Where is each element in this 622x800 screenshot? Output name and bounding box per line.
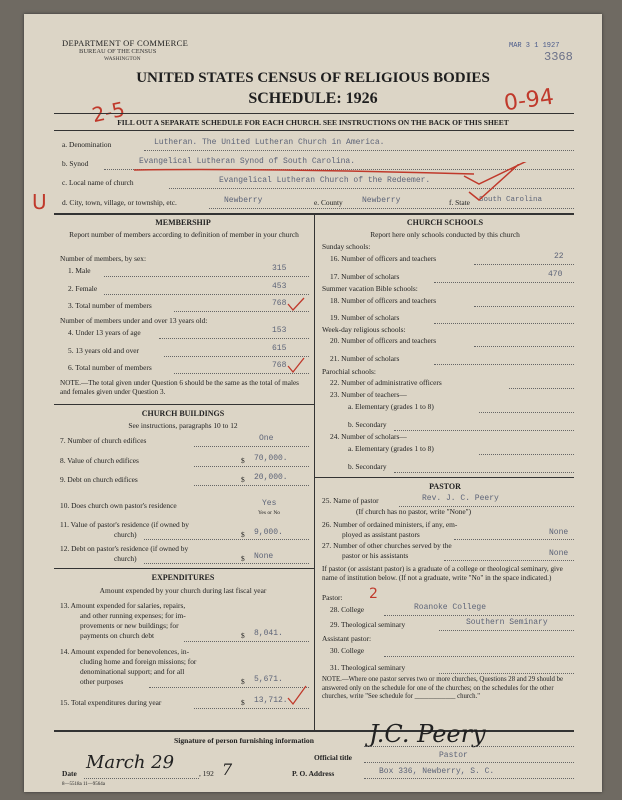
q25-value: Rev. J. C. Peery <box>422 494 499 503</box>
q14-value: 5,671. <box>254 675 283 684</box>
dotted-line <box>474 306 574 307</box>
under13-value: 153 <box>272 326 287 335</box>
dotted-line <box>479 454 574 455</box>
q24a-label: a. Elementary (grades 1 to 8) <box>348 444 434 453</box>
over13-label: 5. 13 years old and over <box>68 346 140 355</box>
dotted-line <box>144 563 309 564</box>
edifices-value: One <box>259 434 274 443</box>
synod-value: Evangelical Lutheran Synod of South Carolina. <box>139 157 356 166</box>
synod-label: b. Synod <box>62 159 89 168</box>
over13-value: 615 <box>272 344 287 353</box>
date-value: March 29 <box>86 752 175 773</box>
red-check-marks <box>286 294 316 384</box>
weekday-schools-label: Week-day religious schools: <box>322 325 406 334</box>
residence-label: 10. Does church own pastor's residence <box>60 501 177 510</box>
dotted-line <box>184 641 309 642</box>
q24b-label: b. Secondary <box>348 462 387 471</box>
schools-heading: CHURCH SCHOOLS <box>406 218 484 227</box>
divider <box>314 477 574 478</box>
buildings-heading: CHURCH BUILDINGS <box>141 409 225 418</box>
dotted-line <box>384 615 574 616</box>
q26-line-1: 26. Number of ordained ministers, if any, em- <box>322 520 458 529</box>
q14-line-3: denominational support; and for all <box>80 667 185 676</box>
dollar-sign: $ <box>241 554 245 563</box>
census-schedule-page <box>24 14 602 792</box>
divider <box>54 130 574 131</box>
divider <box>54 404 314 405</box>
dotted-line <box>104 294 309 295</box>
instructions-line: FILL OUT A SEPARATE SCHEDULE FOR EACH CHURCH. SEE INSTRUCTIONS ON THE BACK OF THIS SHEET <box>117 118 509 127</box>
yes-no-hint: Yes or No <box>258 510 281 516</box>
graduate-note: If pastor (or assistant pastor) is a graduate of a college or theological seminary, give name of institution below. (If not a graduate, write "No" in the space indicated.) <box>322 565 563 582</box>
annotation-pastor: 2 <box>369 586 378 602</box>
q28-value: Roanoke College <box>414 603 487 612</box>
q17-value: 470 <box>548 270 563 279</box>
dotted-line <box>479 412 574 413</box>
dotted-line <box>394 472 574 473</box>
q14-line-2: cluding home and foreign missions; for <box>80 657 197 666</box>
dotted-line <box>434 364 574 365</box>
male-label: 1. Male <box>68 266 91 275</box>
q26-value: None <box>549 528 569 537</box>
q23a-label: a. Elementary (grades 1 to 8) <box>348 402 434 411</box>
q27-line-1: 27. Number of other churches served by the <box>322 541 452 550</box>
annotation-top-left: 2-5 <box>89 96 127 128</box>
q14-line-4: other purposes <box>80 677 124 686</box>
divider <box>54 568 314 569</box>
residence-value-label-1: 11. Value of pastor's residence (if owned by <box>60 520 189 529</box>
county-value: Newberry <box>362 196 401 205</box>
under13-label: 4. Under 13 years of age <box>68 328 141 337</box>
q30-label: 30. College <box>330 646 365 655</box>
dotted-line <box>149 687 309 688</box>
female-value: 453 <box>272 282 287 291</box>
bureau-heading: BUREAU OF THE CENSUS <box>79 48 157 55</box>
dotted-line <box>364 762 574 763</box>
q17-label: 17. Number of scholars <box>330 272 400 281</box>
q13-line-2: and other running expenses; for im- <box>80 611 186 620</box>
q16-label: 16. Number of officers and teachers <box>330 254 437 263</box>
q29-label: 29. Theological seminary <box>330 620 406 629</box>
q13-line-4: payments on church debt <box>80 631 155 640</box>
dotted-line <box>509 388 574 389</box>
total-members-label: 3. Total number of members <box>68 301 152 310</box>
dollar-sign: $ <box>241 530 245 539</box>
dotted-line <box>439 630 574 631</box>
official-title-value: Pastor <box>439 751 468 760</box>
total-members-value: 768 <box>272 299 287 308</box>
by-sex-label: Number of members, by sex: <box>60 254 146 263</box>
q23-label: 23. Number of teachers— <box>330 390 407 399</box>
residence-value-label-2: church) <box>114 530 137 539</box>
membership-heading: MEMBERSHIP <box>155 218 211 227</box>
city-value: Newberry <box>224 196 263 205</box>
dollar-sign: $ <box>241 677 245 686</box>
dotted-line <box>104 276 309 277</box>
stamp-number: 3368 <box>544 50 573 64</box>
dollar-sign: $ <box>241 631 245 640</box>
po-address-label: P. O. Address <box>292 769 335 778</box>
dotted-line <box>144 150 574 151</box>
membership-note: NOTE.—The total given under Question 6 should be the same as the total of males and females given under Question 3. <box>60 379 299 396</box>
total-members-2-label: 6. Total number of members <box>68 363 152 372</box>
dotted-line <box>364 746 574 747</box>
dotted-line <box>209 208 574 209</box>
denomination-value: Lutheran. The United Lutheran Church in America. <box>154 138 385 147</box>
q13-line-3: provements or new buildings; for <box>80 621 179 630</box>
expenditures-intro: Amount expended by your church during last fiscal year <box>99 586 267 595</box>
city-heading: WASHINGTON <box>104 56 141 62</box>
age-label: Number of members under and over 13 years old: <box>60 316 208 325</box>
expenditures-heading: EXPENDITURES <box>151 573 215 582</box>
state-value: South Carolina <box>479 196 543 204</box>
q15-label: 15. Total expenditures during year <box>60 698 162 707</box>
schools-intro: Report here only schools conducted by this church <box>370 230 520 239</box>
dotted-line <box>194 466 309 467</box>
annotation-top-right: 0-94 <box>502 84 556 117</box>
year-digit: 7 <box>222 760 233 779</box>
dollar-sign: $ <box>241 698 245 707</box>
dotted-line <box>474 346 574 347</box>
page-title: UNITED STATES CENSUS OF RELIGIOUS BODIES <box>136 70 490 86</box>
red-check-mark <box>464 164 524 204</box>
dotted-line <box>434 323 574 324</box>
edifices-label: 7. Number of church edifices <box>60 436 147 445</box>
q24-label: 24. Number of scholars— <box>330 432 407 441</box>
city-label: d. City, town, village, or township, etc. <box>62 198 177 207</box>
q27-value: None <box>549 549 569 558</box>
q31-label: 31. Theological seminary <box>330 663 406 672</box>
dotted-line <box>194 485 309 486</box>
q16-value: 22 <box>554 252 564 261</box>
residence-debt-label-2: church) <box>114 554 137 563</box>
official-title-label: Official title <box>314 753 352 762</box>
pastor-heading: PASTOR <box>429 482 461 491</box>
dotted-line <box>454 539 574 540</box>
edifice-debt-label: 9. Debt on church edifices <box>60 475 138 484</box>
q23b-label: b. Secondary <box>348 420 387 429</box>
dotted-line <box>144 539 309 540</box>
dotted-line <box>474 264 574 265</box>
department-heading: DEPARTMENT OF COMMERCE <box>62 38 189 48</box>
signature-label: Signature of person furnishing information <box>174 736 314 745</box>
divider <box>54 730 574 732</box>
female-label: 2. Female <box>68 284 98 293</box>
parochial-schools-label: Parochial schools: <box>322 367 376 376</box>
male-value: 315 <box>272 264 287 273</box>
q22-label: 22. Number of administrative officers <box>330 378 442 387</box>
column-divider <box>314 214 315 730</box>
dotted-line <box>194 446 309 447</box>
county-label: e. County <box>314 198 343 207</box>
signature-value: J.C. Peery <box>369 720 486 748</box>
date-label: Date <box>62 769 77 778</box>
edifice-value-value: 70,000. <box>254 454 288 463</box>
dotted-line <box>394 430 574 431</box>
q19-label: 19. Number of scholars <box>330 313 400 322</box>
residence-debt-value: None <box>254 552 274 561</box>
pastor-subheading: Pastor: <box>322 593 343 602</box>
dollar-sign: $ <box>241 475 245 484</box>
dotted-line <box>434 282 574 283</box>
local-name-label: c. Local name of church <box>62 178 134 187</box>
denomination-label: a. Denomination <box>62 140 112 149</box>
q13-line-1: 13. Amount expended for salaries, repairs, <box>60 601 186 610</box>
dotted-line <box>384 656 574 657</box>
residence-value-value: 9,000. <box>254 528 283 537</box>
q26-line-2: ployed as assistant pastors <box>342 530 420 539</box>
q15-value: 13,712. <box>254 696 288 705</box>
membership-intro: Report number of members according to definition of member in your church <box>69 230 299 239</box>
assistant-subheading: Assistant pastor: <box>322 634 372 643</box>
page-subtitle: SCHEDULE: 1926 <box>248 90 378 107</box>
year-prefix: , 192 <box>199 769 214 778</box>
po-address-value: Box 336, Newberry, S. C. <box>379 767 495 776</box>
q27-line-2: pastor or his assistants <box>342 551 409 560</box>
residence-debt-label-1: 12. Debt on pastor's residence (if owned by <box>60 544 189 553</box>
edifice-debt-value: 20,000. <box>254 473 288 482</box>
local-name-value: Evangelical Lutheran Church of the Redeemer. <box>219 176 431 185</box>
red-check-mark <box>286 684 316 714</box>
edifice-value-label: 8. Value of church edifices <box>60 456 139 465</box>
q18-label: 18. Number of officers and teachers <box>330 296 437 305</box>
q13-value: 8,041. <box>254 629 283 638</box>
state-label: f. State <box>449 198 470 207</box>
q29-value: Southern Seminary <box>466 618 548 627</box>
dotted-line <box>444 560 574 561</box>
dollar-sign: $ <box>241 456 245 465</box>
q25-note: (If church has no pastor, write "None") <box>356 507 472 516</box>
final-note: NOTE.—Where one pastor serves two or more churches, Questions 28 and 29 should be answered only on the schedule for one of the churches; on the schedules for the other churches, write "See schedule for ____________ church." <box>322 676 564 700</box>
received-stamp: MAR 3 1 1927 <box>509 42 560 50</box>
residence-value: Yes <box>262 499 277 508</box>
form-number: 8—5518a 11—9564a <box>62 782 106 787</box>
q28-label: 28. College <box>330 605 365 614</box>
dotted-line <box>439 673 574 674</box>
q25-label: 25. Name of pastor <box>322 496 379 505</box>
q21-label: 21. Number of scholars <box>330 354 400 363</box>
dotted-line <box>84 778 199 779</box>
annotation-left-margin: U <box>32 190 47 214</box>
divider <box>54 113 574 114</box>
total-members-2-value: 768 <box>272 361 287 370</box>
dotted-line <box>364 778 574 779</box>
q14-line-1: 14. Amount expended for benevolences, in- <box>60 647 190 656</box>
buildings-intro: See instructions, paragraphs 10 to 12 <box>128 421 238 430</box>
sunday-schools-label: Sunday schools: <box>322 242 371 251</box>
q20-label: 20. Number of officers and teachers <box>330 336 437 345</box>
summer-schools-label: Summer vacation Bible schools: <box>322 284 418 293</box>
